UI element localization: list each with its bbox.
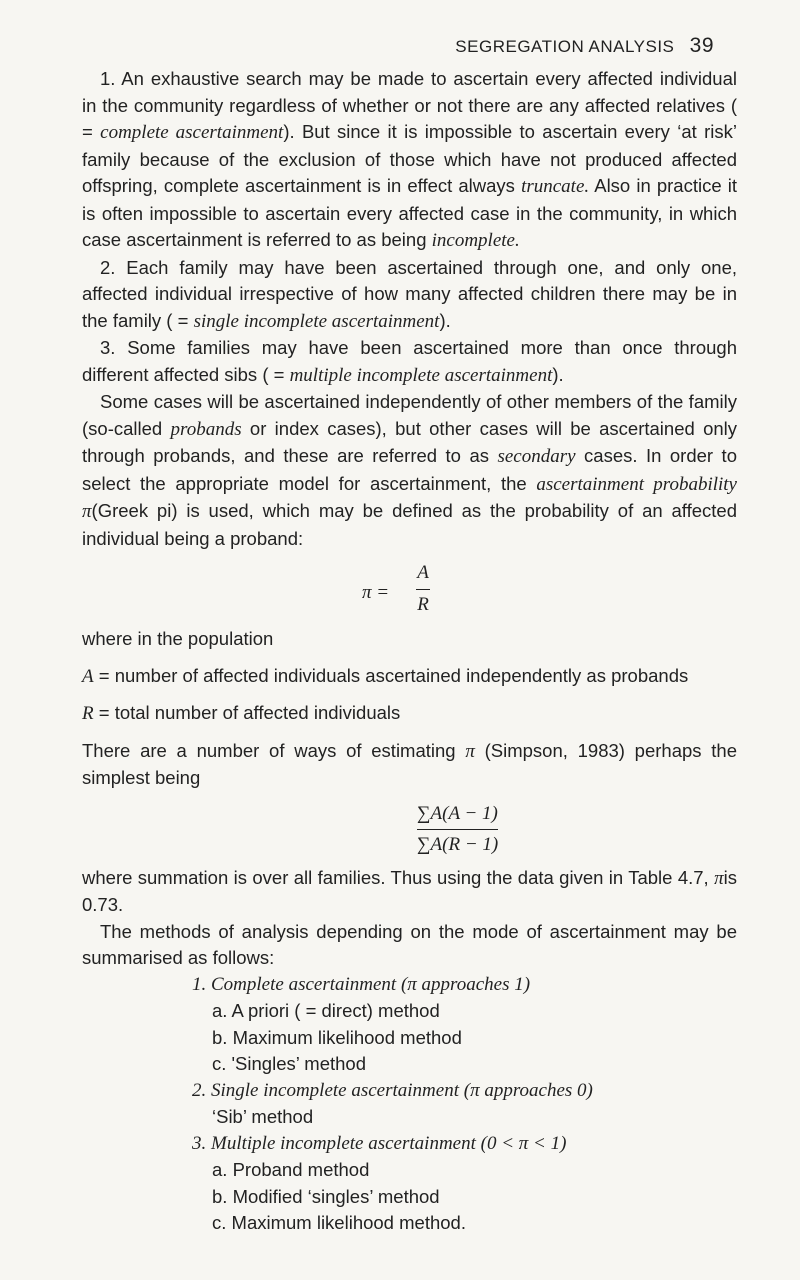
- formula-lhs: π =: [362, 582, 390, 603]
- list-item: b. Modified ‘singles’ method: [212, 1185, 440, 1207]
- formula-numerator: A: [417, 562, 429, 583]
- method-heading-complete: 1. Complete ascertainment (π approaches 1): [192, 973, 531, 995]
- page-body: [82, 66, 737, 1237]
- page-number: 39: [689, 34, 714, 57]
- running-header: [82, 34, 714, 58]
- paragraph-summation: where summation is over all families. Thus using the data given in Table 4.7, πis 0.73.: [82, 866, 737, 915]
- formula-denominator: R: [417, 593, 429, 615]
- list-item: c. 'Singles’ method: [212, 1053, 367, 1074]
- running-title: SEGREGATION ANALYSIS: [455, 37, 675, 56]
- list-item: a. A priori ( = direct) method: [212, 1000, 440, 1021]
- method-heading-single: 2. Single incomplete ascertainment (π approaches 0): [192, 1079, 593, 1101]
- methods-list: [192, 972, 737, 1237]
- paragraph-estimating: There are a number of ways of estimating π (Simpson, 1983) perhaps the simplest being: [82, 739, 737, 788]
- paragraph-single-incomplete: 2. Each family may have been ascertained through one, and only one, affected individual irrespective of how many affected children there may be in the family ( = single incomplete ascertainment).: [82, 256, 737, 332]
- estimator-formula: [82, 802, 737, 857]
- method-heading-multiple: 3. Multiple incomplete ascertainment (0 < π < 1): [192, 1132, 567, 1154]
- definitions-intro: where in the population: [82, 628, 274, 649]
- definitions: [82, 626, 737, 792]
- formula-fraction: [416, 560, 430, 618]
- list-item: b. Maximum likelihood method: [212, 1026, 462, 1048]
- definition-a: A = number of affected individuals ascertained independently as probands: [82, 664, 689, 687]
- paragraph-multiple-incomplete: 3. Some families may have been ascertained more than once through different affected sibs ( = multiple incomplete ascertainment).: [82, 337, 737, 386]
- list-item: ‘Sib’ method: [212, 1106, 314, 1127]
- paragraph-methods-intro: The methods of analysis depending on the mode of ascertainment may be summarised as follows:: [82, 920, 737, 968]
- paragraph-probands: Some cases will be ascertained independently of other members of the family (so-called probands or index cases), but other cases will be ascertained only through probands, and these are referred to as secondary cases. In order to select the appropriate model for ascertainment, the ascertainment probability π(Greek pi) is used, which may be defined as the probability of an affected individual being a proband:: [82, 391, 738, 549]
- estimator-numerator: ∑A(A − 1): [417, 802, 498, 830]
- list-item: a. Proband method: [212, 1159, 370, 1180]
- ascertainment-probability-formula: [82, 560, 737, 622]
- paragraph-complete-ascertainment: 1. An exhaustive search may be made to ascertain every affected individual in the community regardless of whether or not there are any affected relatives ( = complete ascertainment). But since it is impossible to ascertain every ‘at risk’ family because of the exclusion of those which have not produced affected offspring, complete ascertainment is in effect always truncate. Also in practice it is often impossible to ascertain every affected case in the community, in which case ascertainment is referred to as being incomplete.: [82, 68, 737, 251]
- list-item: c. Maximum likelihood method.: [212, 1212, 466, 1233]
- definition-r: R = total number of affected individuals: [82, 702, 401, 724]
- estimator-denominator: ∑A(R − 1): [417, 833, 499, 855]
